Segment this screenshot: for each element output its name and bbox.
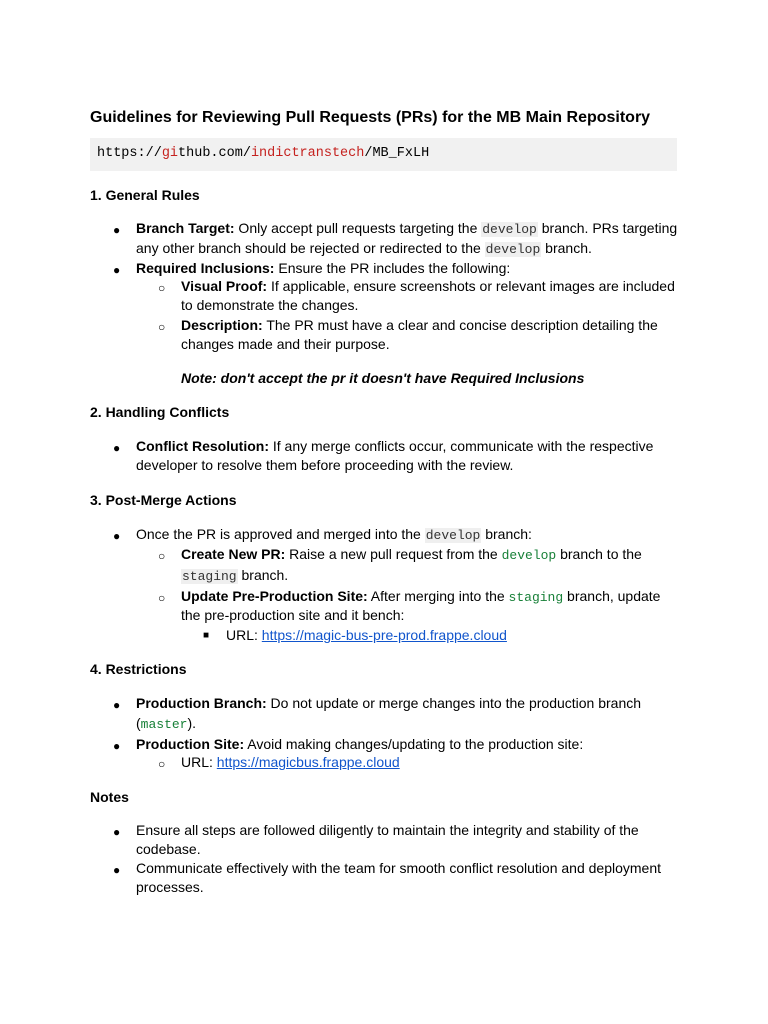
item-text: The PR must have a clear and concise description detailing the [262,317,658,333]
item-text: After merging into the [367,588,509,604]
section-heading-handling-conflicts: 2. Handling Conflicts [90,404,230,420]
item-text: branch: [481,526,532,542]
section-heading-restrictions: 4. Restrictions [90,661,187,677]
production-site-item [136,735,583,754]
item-label: Production Branch: [136,695,267,711]
disc-bullet-icon: ● [113,863,121,877]
visual-proof-item [181,277,675,296]
item-text: Do not update or merge changes into the production branch [266,695,642,711]
prod-url-item [181,753,400,772]
prod-url-link[interactable]: https://magicbus.frappe.cloud [216,754,400,770]
create-new-pr-line2 [181,566,288,586]
circle-bullet-icon: ○ [158,549,166,563]
branch-target-item [136,219,677,239]
item-label: Description: [181,317,263,333]
repo-url-part: /MB_FxLH [364,146,430,161]
url-label: URL: [226,627,262,643]
circle-bullet-icon: ○ [158,757,166,771]
note-item-line2: processes. [136,879,204,895]
item-label: Branch Target: [136,220,235,236]
create-new-pr-item [181,545,642,565]
disc-bullet-icon: ● [113,698,121,712]
disc-bullet-icon: ● [113,441,121,455]
url-label: URL: [181,754,217,770]
item-label: Visual Proof: [181,278,268,294]
item-text: Only accept pull requests targeting the [234,220,482,236]
item-label: Conflict Resolution: [136,438,269,454]
repo-url-part: gi [161,146,179,161]
conflict-resolution-line2: developer to resolve them before proceeding with the review. [136,457,514,473]
section-heading-general-rules: 1. General Rules [90,187,200,203]
item-label: Create New PR: [181,546,286,562]
description-item [181,316,658,335]
circle-bullet-icon: ○ [158,320,166,334]
visual-proof-line2: to demonstrate the changes. [181,297,359,313]
preprod-url-link[interactable]: https://magic-bus-pre-prod.frappe.cloud [261,627,507,643]
item-text: Avoid making changes/updating to the production site: [244,736,584,752]
item-text: If applicable, ensure screenshots or relevant images are included [267,278,675,294]
inline-code: develop [425,528,481,543]
disc-bullet-icon: ● [113,263,121,277]
disc-bullet-icon: ● [113,825,121,839]
item-label: Required Inclusions: [136,260,275,276]
item-text: branch. [541,240,592,256]
required-inclusions-note: Note: don't accept the pr it doesn't have Required Inclusions [181,370,585,386]
disc-bullet-icon: ● [113,223,121,237]
item-text: Ensure the PR includes the following: [274,260,511,276]
item-text: ( [136,715,141,731]
inline-code: develop [482,222,537,237]
disc-bullet-icon: ● [113,529,121,543]
repo-url-code-block [90,138,677,171]
inline-code: develop [501,548,557,563]
production-branch-item [136,694,641,713]
item-text: Once the PR is approved and merged into the [136,526,425,542]
square-bullet-icon: ■ [203,630,210,641]
inline-code: staging [508,590,564,605]
item-text: If any merge conflicts occur, communicate with the respective [269,438,654,454]
update-preprod-item [181,587,660,607]
disc-bullet-icon: ● [113,739,121,753]
required-inclusions-item [136,259,510,278]
circle-bullet-icon: ○ [158,281,166,295]
note-item: Communicate effectively with the team for smooth conflict resolution and deployment [136,860,661,876]
item-text: branch. PRs targeting [537,220,678,236]
item-text: branch to the [556,546,642,562]
item-text: branch. [237,567,289,583]
section-heading-post-merge: 3. Post-Merge Actions [90,492,237,508]
approved-merged-item [136,525,532,545]
note-item: Ensure all steps are followed diligently to maintain the integrity and stability of the [136,822,639,838]
repo-url-part: indictranstech [250,146,365,161]
inline-code: develop [485,242,541,257]
item-text: branch, update [563,588,661,604]
note-item-line2: codebase. [136,841,201,857]
description-line2: changes made and their purpose. [181,336,390,352]
item-label: Production Site: [136,736,245,752]
item-text: ). [187,715,197,731]
inline-code: master [140,717,188,732]
repo-url-part: https:// [97,146,162,161]
item-label: Update Pre-Production Site: [181,588,368,604]
document-title: Guidelines for Reviewing Pull Requests (PRs) for the MB Main Repository [90,109,651,126]
repo-url-part: thub.com/ [178,146,251,161]
section-heading-notes: Notes [90,789,129,805]
conflict-resolution-item [136,437,653,456]
preprod-url-item [226,626,507,645]
circle-bullet-icon: ○ [158,591,166,605]
item-text: any other branch should be rejected or redirected to the [136,240,485,256]
branch-target-item-line2 [136,239,592,259]
item-text: Raise a new pull request from the [285,546,502,562]
update-preprod-line2: the pre-production site and it bench: [181,607,405,623]
inline-code: staging [182,569,237,584]
production-branch-line2 [136,714,196,734]
